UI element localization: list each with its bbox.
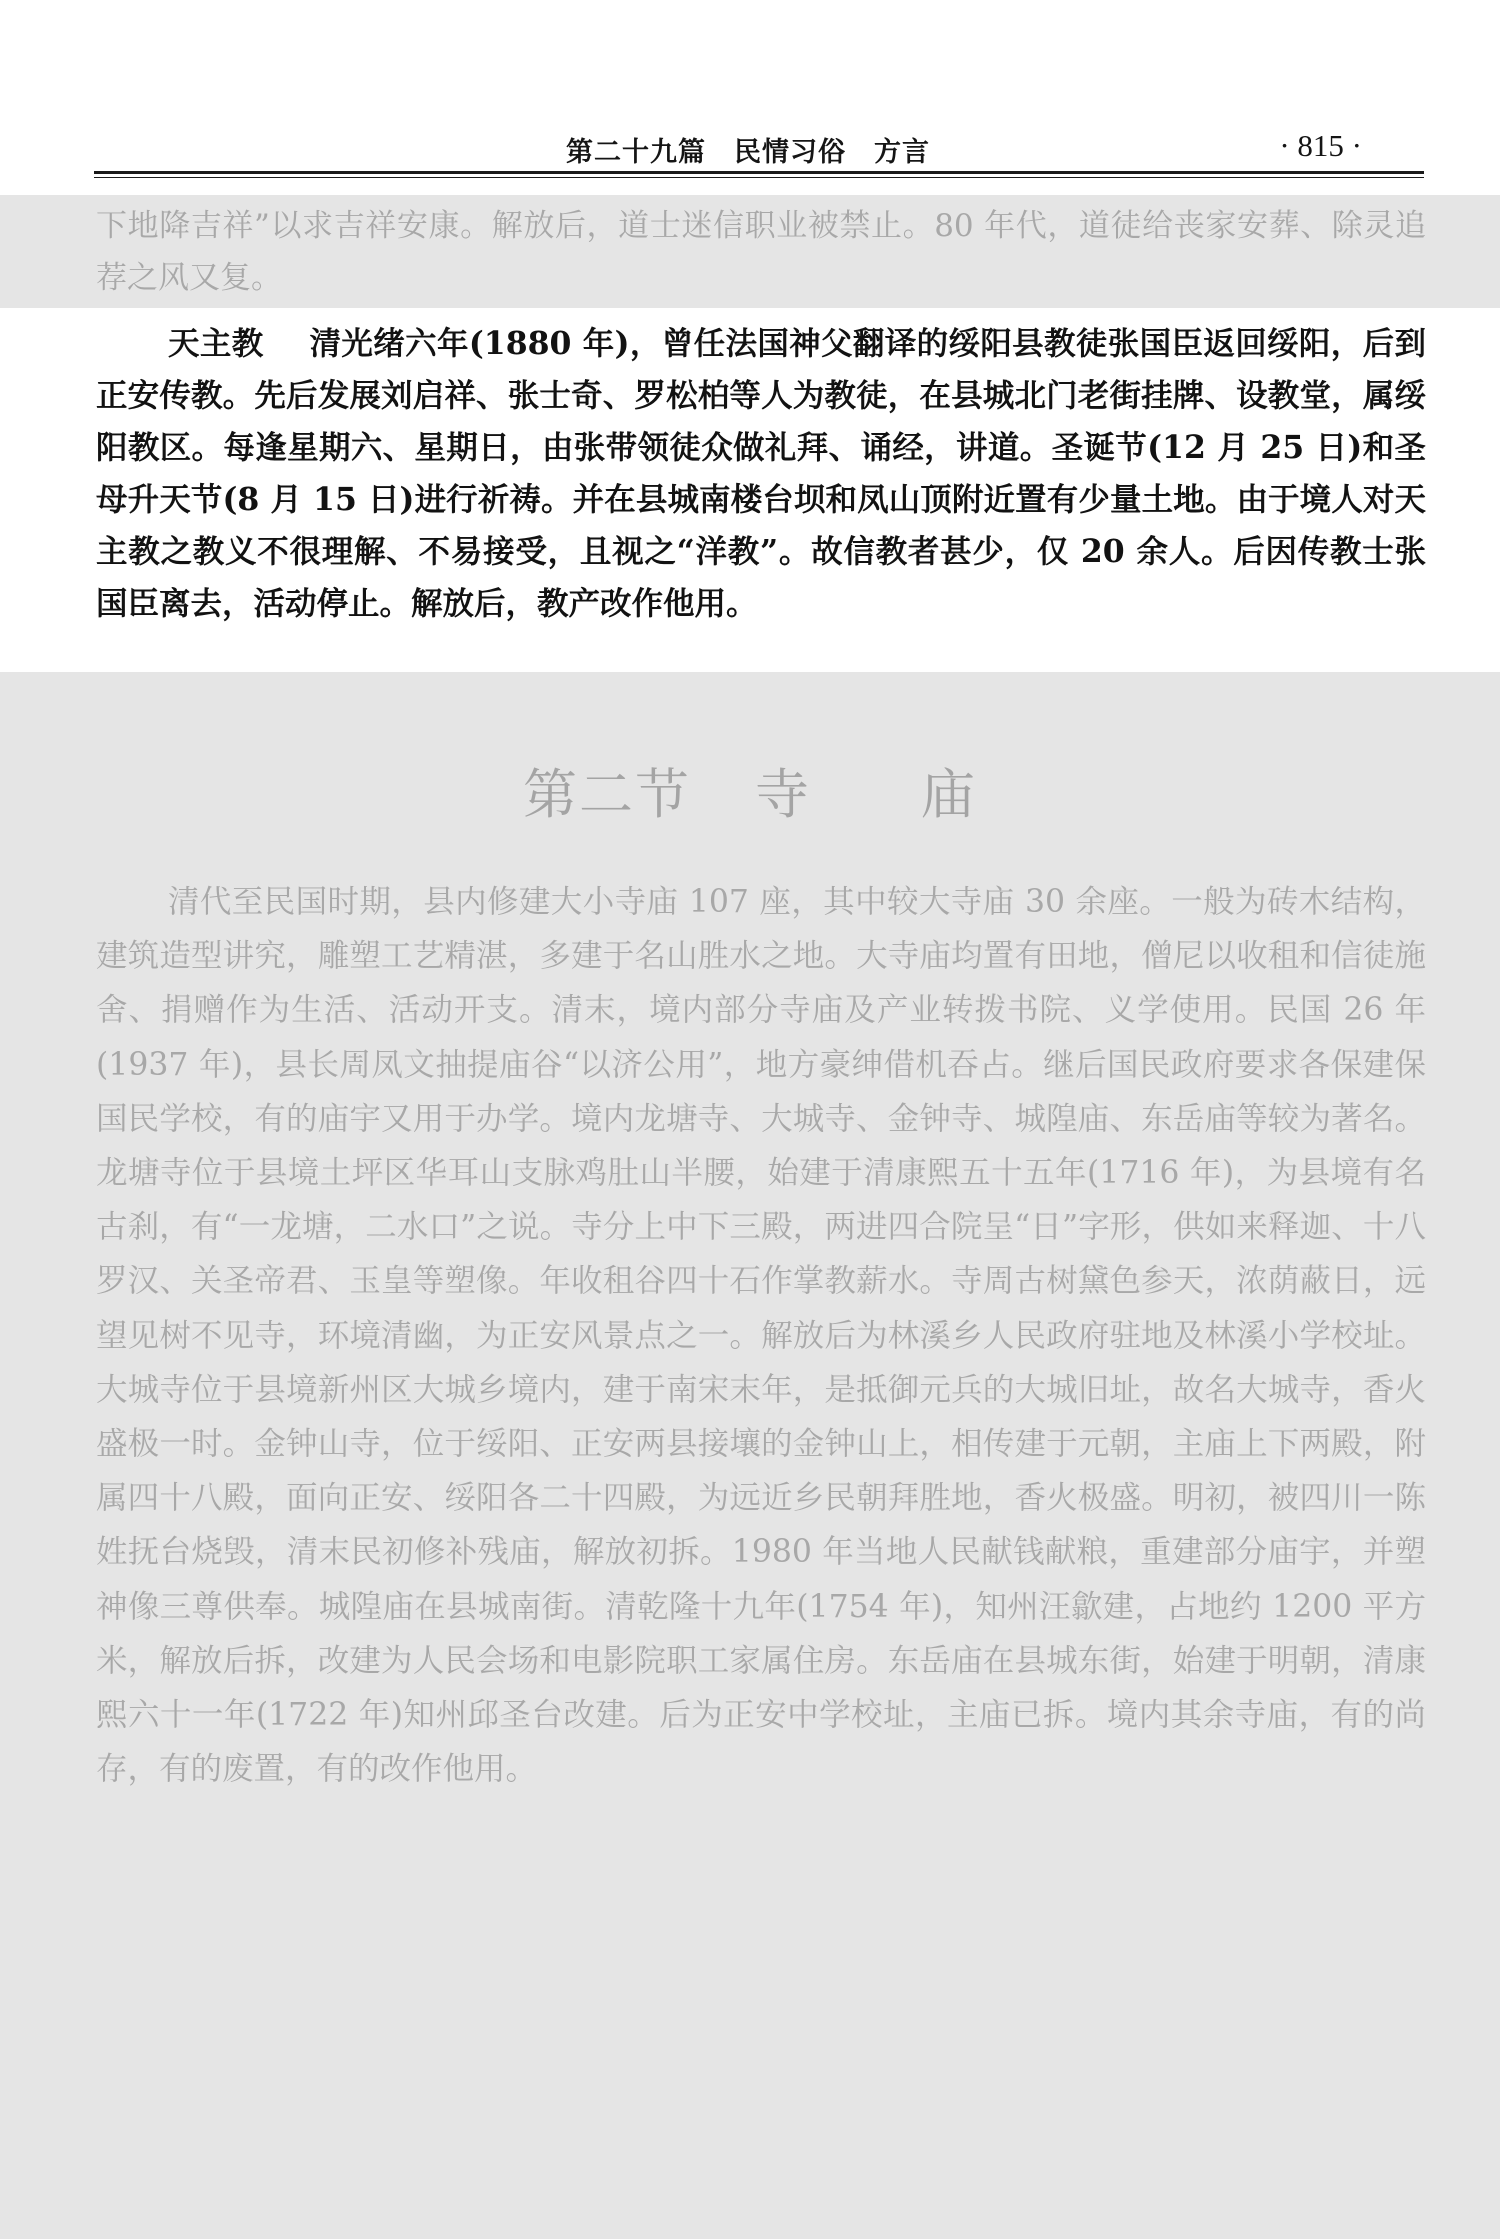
section-title-char-2: 庙 — [921, 763, 977, 826]
header-rule-thick — [94, 171, 1424, 174]
page-number: · 815 · — [1279, 128, 1362, 163]
section-title — [0, 752, 1500, 829]
catholic-text: 清光绪六年(1880 年)，曾任法国神父翻译的绥阳县教徒张国臣返回绥阳，后到正安传教。先后发展刘启祥、张士奇、罗松柏等人为教徒，在县城北门老街挂牌、设教堂，属绥阳教区。每逢星期六、星期日，由张带领徒众做礼拜、诵经，讲道。圣诞节(12 月 25 日)和圣母升天节(8 月 15 日)进行祈祷。并在县城南楼台坝和凤山顶附近置有少量土地。由于境人对天主教之教义不很理解、不易接受，且视之“洋教”。故信教者甚少，仅 20 余人。后因传教士张国臣离去，活动停止。解放后，教产改作他用。 — [96, 325, 1426, 622]
catholic-term: 天主教 — [168, 326, 264, 362]
section-title-char-1: 寺 — [755, 763, 811, 826]
section-number: 第二节 — [523, 763, 691, 826]
page-header — [94, 118, 1394, 178]
catholic-paragraph — [96, 318, 1426, 630]
header-rule-thin — [94, 177, 1424, 178]
chapter-title: 第二十九篇 民情习俗 方言 — [566, 137, 930, 168]
continued-paragraph: 下地降吉祥”以求吉祥安康。解放后，道士迷信职业被禁止。80 年代，道徒给丧家安葬、除灵追荐之风又复。 — [96, 208, 1426, 296]
temples-paragraph: 清代至民国时期，县内修建大小寺庙 107 座，其中较大寺庙 30 余座。一般为砖木结构，建筑造型讲究，雕塑工艺精湛，多建于名山胜水之地。大寺庙均置有田地，僧尼以收租和信徒施舍、捐赠作为生活、活动开支。清末，境内部分寺庙及产业转拨书院、义学使用。民国 26 年(1937 年)，县长周凤文抽提庙谷“以济公用”，地方豪绅借机吞占。继后国民政府要求各保建保国民学校，有的庙宇又用于办学。境内龙塘寺、大城寺、金钟寺、城隍庙、东岳庙等较为著名。龙塘寺位于县境土坪区华耳山支脉鸡肚山半腰，始建于清康熙五十五年(1716 年)，为县境有名古刹，有“一龙塘，二水口”之说。寺分上中下三殿，两进四合院呈“日”字形，供如来释迦、十八罗汉、关圣帝君、玉皇等塑像。年收租谷四十石作掌教薪水。寺周古树黛色参天，浓荫蔽日，远望见树不见寺，环境清幽，为正安风景点之一。解放后为林溪乡人民政府驻地及林溪小学校址。大城寺位于县境新州区大城乡境内，建于南宋末年，是抵御元兵的大城旧址，故名大城寺，香火盛极一时。金钟山寺，位于绥阳、正安两县接壤的金钟山上，相传建于元朝，主庙上下两殿，附属四十八殿，面向正安、绥阳各二十四殿，为远近乡民朝拜胜地，香火极盛。明初，被四川一陈姓抚台烧毁，清末民初修补残庙，解放初拆。1980 年当地人民献钱献粮，重建部分庙宇，并塑神像三尊供奉。城隍庙在县城南街。清乾隆十九年(1754 年)，知州汪歙建，占地约 1200 平方米，解放后拆，改建为人民会场和电影院职工家属住房。东岳庙在县城东街，始建于明朝，清康熙六十一年(1722 年)知州邱圣台改建。后为正安中学校址，主庙已拆。境内其余寺庙，有的尚存，有的废置，有的改作他用。 — [96, 884, 1426, 1788]
